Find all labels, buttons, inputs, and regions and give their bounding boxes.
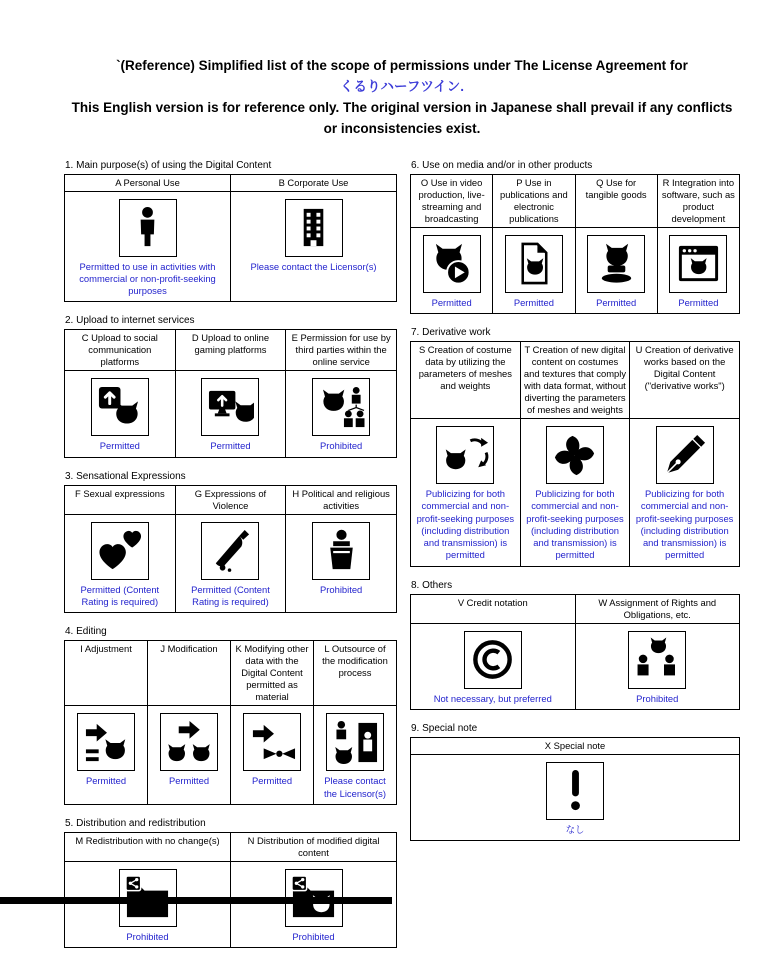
permissions-table	[64, 485, 397, 614]
section-derivative-work	[410, 327, 740, 567]
cell-body	[314, 706, 397, 804]
section-caption: 7. Derivative work	[411, 327, 491, 339]
status-text: Permitted	[99, 440, 140, 452]
status-text: Please contact the Licensor(s)	[250, 260, 377, 272]
pen-icon	[656, 426, 714, 484]
section-media-products	[410, 160, 740, 314]
cell-body	[520, 419, 630, 566]
monitor-upload-cat-icon	[201, 378, 259, 436]
exclamation-icon	[546, 762, 604, 820]
status-text: なし	[565, 823, 585, 835]
cell-header: U Creation of derivative works based on the Digital Content ("derivative works")	[630, 342, 740, 419]
section-caption: 3. Sensational Expressions	[65, 470, 186, 482]
copyright-icon	[464, 631, 522, 689]
status-text: Permitted	[168, 775, 210, 787]
cell-body	[575, 623, 740, 709]
cell-header: T Creation of new digital content on costumes and textures that comply with data format, without diverting the parameters of meshes and weights	[520, 342, 630, 419]
cell-body	[575, 227, 657, 313]
cat-play-icon	[423, 235, 481, 293]
section-caption: 4. Editing	[65, 626, 107, 638]
section-caption: 5. Distribution and redistribution	[65, 817, 206, 829]
cell-body	[411, 754, 740, 840]
right-column	[410, 160, 740, 854]
cell-header: A Personal Use	[65, 174, 231, 191]
cell-header: V Credit notation	[411, 594, 576, 623]
status-text: Permitted (Content Rating is required)	[191, 583, 270, 607]
cell-header: E Permission for use by third parties within the online service	[286, 330, 397, 371]
status-text: Permitted	[678, 296, 719, 308]
status-text: Permitted	[431, 296, 472, 308]
cell-body	[657, 227, 739, 313]
cell-header: S Creation of costume data by utilizing the parameters of meshes and weights	[411, 342, 521, 419]
cell-header: F Sexual expressions	[65, 485, 176, 514]
cell-header: P Use in publications and electronic publications	[493, 174, 575, 227]
material-icon	[243, 713, 301, 771]
permissions-table	[64, 174, 397, 303]
status-text: Permitted (Content Rating is required)	[80, 583, 160, 607]
podium-icon	[312, 522, 370, 580]
bottom-edge-bar	[0, 897, 392, 904]
section-caption: 9. Special note	[411, 722, 478, 734]
section-editing	[64, 626, 397, 805]
adjust-icon	[77, 713, 135, 771]
cell-body	[175, 514, 286, 612]
status-text: Publicizing for both commercial and non-profit-seeking purposes (including distribution and transmission) is permitted	[635, 488, 734, 561]
page-title	[64, 56, 740, 140]
cell-body	[630, 419, 740, 566]
cell-body	[175, 371, 286, 457]
window-cat-icon	[669, 235, 727, 293]
permissions-table	[64, 329, 397, 457]
cell-body	[231, 191, 397, 302]
cell-header: M Redistribution with no change(s)	[65, 832, 231, 861]
section-caption: 1. Main purpose(s) of using the Digital Content	[65, 159, 272, 171]
cell-header: O Use in video production, live-streaming and broadcasting	[411, 174, 493, 227]
cat-third-parties-icon	[312, 378, 370, 436]
section-special-note	[410, 723, 740, 841]
permissions-table	[410, 594, 740, 710]
cell-body	[231, 861, 397, 947]
cell-body	[286, 371, 397, 457]
building-icon	[285, 199, 343, 257]
status-text: Not necessary, but preferred	[433, 692, 552, 704]
permissions-table	[410, 737, 740, 841]
section-upload-internet	[64, 315, 397, 457]
cat-figure-icon	[587, 235, 645, 293]
section-caption: 2. Upload to internet services	[65, 315, 195, 327]
person-icon	[119, 199, 177, 257]
cell-body	[286, 514, 397, 612]
permissions-table	[64, 640, 397, 805]
cat-document-icon	[505, 235, 563, 293]
section-caption: 8. Others	[411, 579, 453, 591]
cell-body	[231, 706, 314, 804]
section-caption: 6. Use on media and/or in other products	[411, 159, 593, 171]
content-columns	[64, 160, 740, 961]
cell-body	[411, 623, 576, 709]
status-text: Permitted	[210, 440, 251, 452]
rights-people-cat-icon	[628, 631, 686, 689]
title-line1: `(Reference) Simplified list of the scope of permissions under The License Agreement for	[116, 58, 688, 73]
status-text: Permitted	[251, 775, 293, 787]
cell-body	[493, 227, 575, 313]
knife-icon	[201, 522, 259, 580]
cell-header: X Special note	[411, 737, 740, 754]
status-text: Publicizing for both commercial and non-profit-seeking purposes (including distribution and transmission) is permitted	[416, 488, 515, 561]
cell-body	[148, 706, 231, 804]
section-sensational	[64, 471, 397, 614]
cell-header: G Expressions of Violence	[175, 485, 286, 514]
section-others	[410, 580, 740, 710]
cell-body	[65, 514, 176, 612]
status-text: Permitted	[513, 296, 554, 308]
status-text: Permitted	[85, 775, 127, 787]
status-text: Please contact the Licensor(s)	[323, 775, 386, 799]
cell-header: L Outsource of the modification process	[314, 641, 397, 706]
status-text: Prohibited	[320, 440, 363, 452]
cell-header: B Corporate Use	[231, 174, 397, 191]
cell-header: D Upload to online gaming platforms	[175, 330, 286, 371]
cell-header: Q Use for tangible goods	[575, 174, 657, 227]
disclaimer: This English version is for reference only. The original version in Japanese shall prevail if any conflicts or inconsistencies exist.	[71, 99, 733, 136]
cell-header: W Assignment of Rights and Obligations, etc.	[575, 594, 740, 623]
status-text: Prohibited	[636, 692, 679, 704]
left-column	[64, 160, 397, 961]
hearts-icon	[91, 522, 149, 580]
modification-icon	[160, 713, 218, 771]
status-text: Permitted to use in activities with commercial or non-profit-seeking purposes	[79, 260, 216, 297]
cell-body	[411, 227, 493, 313]
status-text: Publicizing for both commercial and non-profit-seeking purposes (including distribution and transmission) is permitted	[526, 488, 624, 561]
cell-body	[411, 419, 521, 566]
cell-header: N Distribution of modified digital content	[231, 832, 397, 861]
section-distribution	[64, 818, 397, 948]
cell-body	[65, 191, 231, 302]
cell-header: I Adjustment	[65, 641, 148, 706]
status-text: Prohibited	[292, 930, 335, 942]
upload-cat-icon	[91, 378, 149, 436]
product-name: くるりハーフツイン.	[340, 78, 464, 94]
status-text: Prohibited	[320, 583, 363, 595]
cell-header: K Modifying other data with the Digital Content permitted as material	[231, 641, 314, 706]
cell-body	[65, 706, 148, 804]
cat-recycle-icon	[436, 426, 494, 484]
cell-header: J Modification	[148, 641, 231, 706]
permissions-table	[410, 341, 740, 567]
cell-header: C Upload to social communication platforms	[65, 330, 176, 371]
pinwheel-icon	[546, 426, 604, 484]
cell-header: H Political and religious activities	[286, 485, 397, 514]
outsource-icon	[326, 713, 384, 771]
permissions-table	[64, 832, 397, 948]
cell-header: R Integration into software, such as product development	[657, 174, 739, 227]
section-main-purpose	[64, 160, 397, 303]
status-text: Prohibited	[126, 930, 169, 942]
cell-body	[65, 861, 231, 947]
status-text: Permitted	[596, 296, 637, 308]
cell-body	[65, 371, 176, 457]
permissions-table	[410, 174, 740, 314]
